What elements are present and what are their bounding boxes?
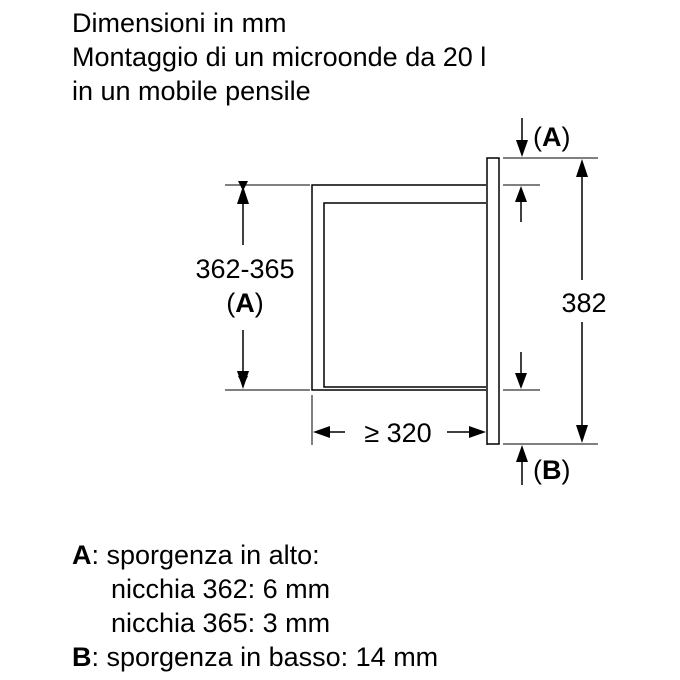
bottom-marker-arrow-head bbox=[516, 445, 528, 462]
niche-height-ref: (A) bbox=[226, 288, 264, 318]
legend-row-b bbox=[72, 640, 438, 674]
front-frame bbox=[487, 158, 499, 444]
arrow-up-offset bbox=[515, 186, 527, 202]
arrow-down-total bbox=[576, 425, 588, 443]
arrow-down-offset bbox=[515, 373, 527, 389]
arrow-right-depth bbox=[469, 426, 486, 438]
top-marker-arrow-head bbox=[516, 140, 528, 157]
title-line-3: in un mobile pensile bbox=[72, 76, 311, 106]
legend-text-a: : sporgenza in alto: bbox=[91, 540, 320, 570]
legend-key-b: B bbox=[72, 642, 92, 672]
cabinet-niche bbox=[312, 185, 486, 390]
arrow-up-left bbox=[237, 186, 249, 204]
arrow-up-total bbox=[576, 159, 588, 177]
depth-label: ≥ 320 bbox=[364, 418, 432, 448]
extension-lines bbox=[225, 158, 598, 445]
arrow-left-depth bbox=[313, 426, 330, 438]
legend-text-b: : sporgenza in basso: 14 mm bbox=[91, 642, 439, 672]
total-height-label: 382 bbox=[561, 288, 607, 318]
legend-detail-2: nicchia 365: 3 mm bbox=[111, 608, 331, 638]
title-line-2: Montaggio di un microonde da 20 l bbox=[72, 42, 487, 72]
title-line-1: Dimensioni in mm bbox=[72, 8, 287, 38]
legend-row-a bbox=[72, 538, 438, 572]
bottom-marker-label: (B) bbox=[533, 455, 571, 485]
legend bbox=[72, 538, 438, 674]
arrow-down-left bbox=[237, 371, 249, 389]
top-marker-label: (A) bbox=[533, 122, 571, 152]
legend-detail-1: nicchia 362: 6 mm bbox=[111, 574, 331, 604]
niche-height-label: 362-365 bbox=[195, 254, 295, 284]
legend-key-a: A bbox=[72, 540, 92, 570]
